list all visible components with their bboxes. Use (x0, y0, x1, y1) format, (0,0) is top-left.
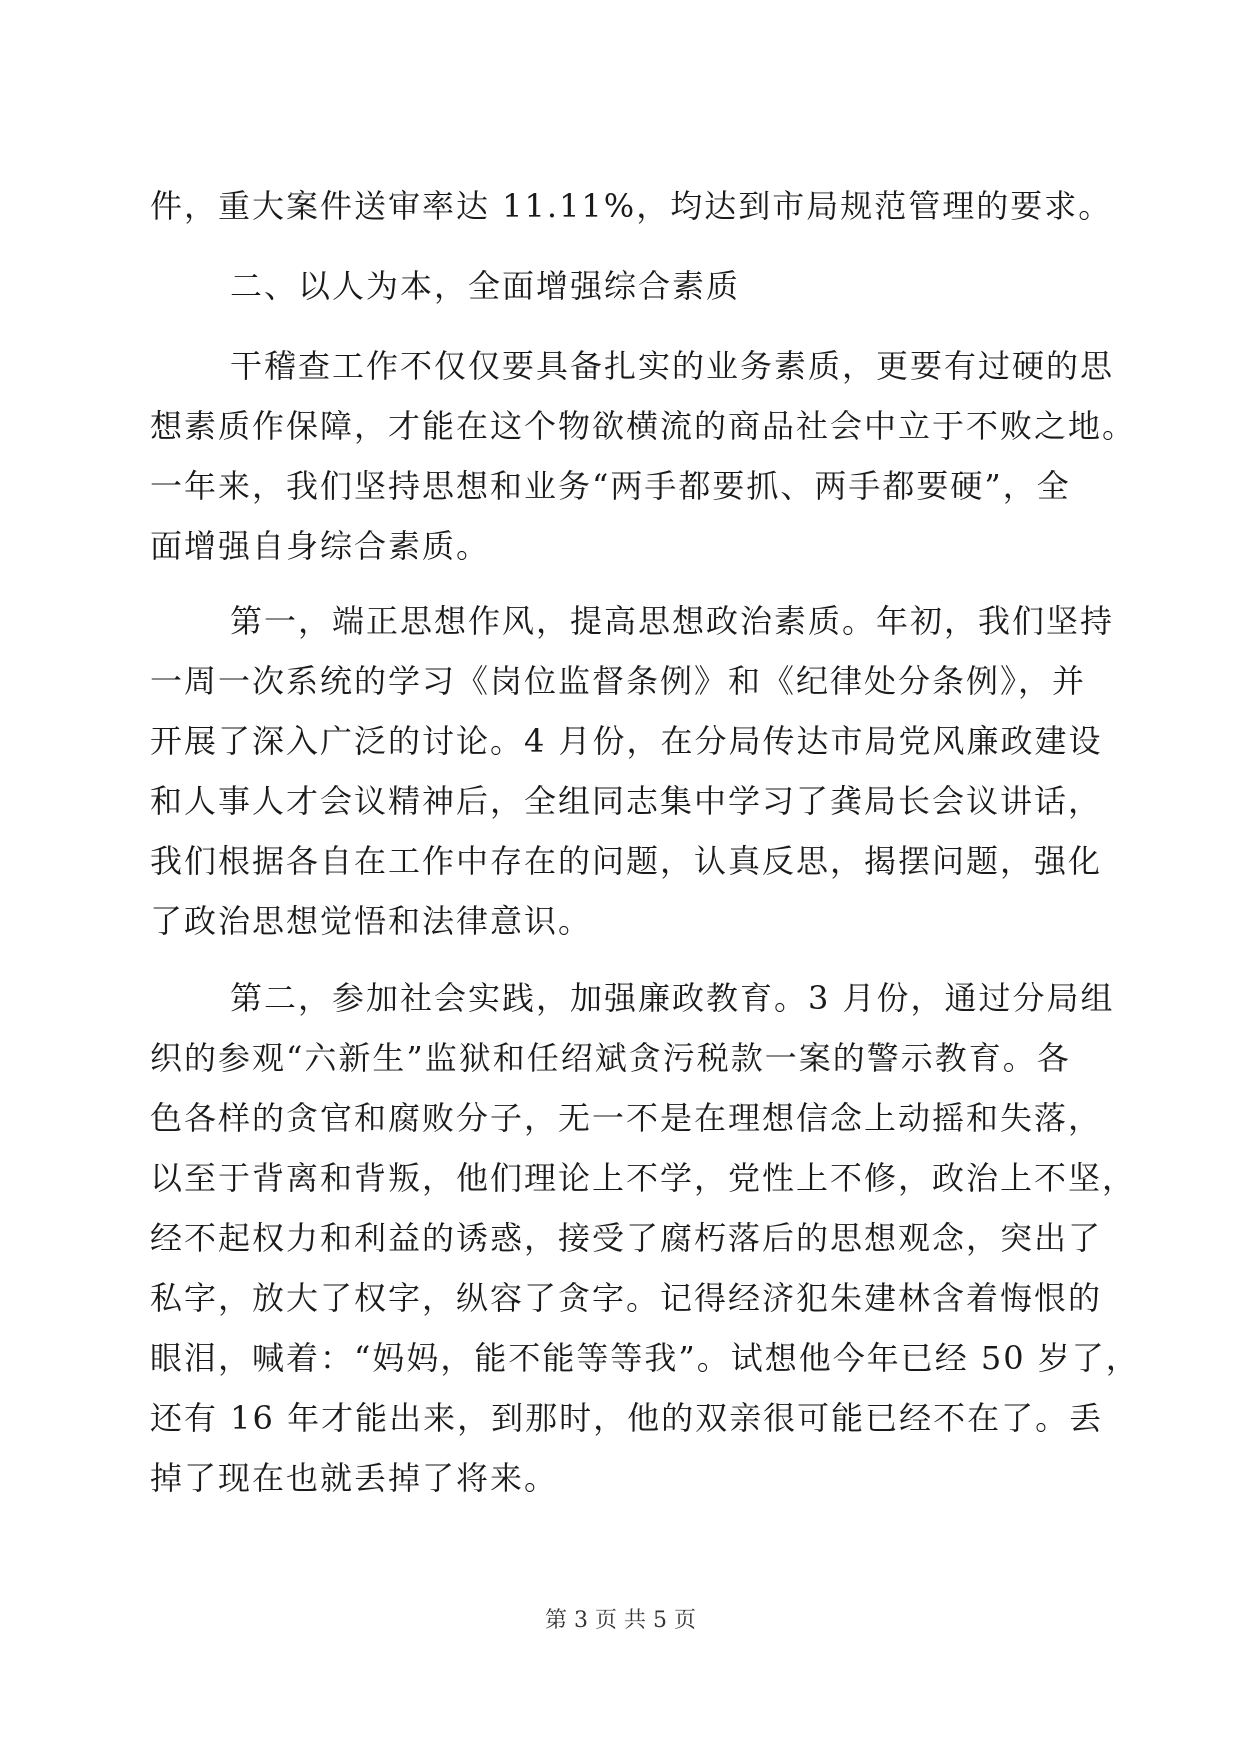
body-line-21: 掉了现在也就丢掉了将来。 (150, 1459, 559, 1497)
body-line-5: 一年来，我们坚持思想和业务“两手都要抓、两手都要硬”，全 (150, 467, 1071, 505)
body-line-8: 一周一次系统的学习《岗位监督条例》和《纪律处分条例》，并 (150, 662, 1087, 700)
body-line-19: 眼泪，喊着：“妈妈，能不能等等我”。试想他今年已经 50 岁了， (150, 1339, 1140, 1377)
body-line-7: 第一，端正思想作风，提高思想政治素质。年初，我们坚持 (230, 602, 1115, 640)
body-line-18: 私字，放大了权字，纵容了贪字。记得经济犯朱建林含着悔恨的 (150, 1279, 1103, 1317)
body-line-17: 经不起权力和利益的诱惑，接受了腐朽落后的思想观念，突出了 (150, 1219, 1103, 1257)
section-heading: 二、以人为本，全面增强综合素质 (230, 267, 741, 305)
body-line-14: 织的参观“六新生”监狱和任绍斌贪污税款一案的警示教育。各 (150, 1039, 1071, 1077)
body-line-1: 件，重大案件送审率达 11.11%，均达到市局规范管理的要求。 (150, 187, 1113, 225)
body-line-3: 干稽查工作不仅仅要具备扎实的业务素质，更要有过硬的思 (230, 347, 1115, 385)
body-line-15: 色各样的贪官和腐败分子，无一不是在理想信念上动摇和失落， (150, 1099, 1103, 1137)
body-line-11: 我们根据各自在工作中存在的问题，认真反思，揭摆问题，强化 (150, 842, 1103, 880)
body-line-16: 以至于背离和背叛，他们理论上不学，党性上不修，政治上不坚， (150, 1159, 1137, 1197)
body-line-20: 还有 16 年才能出来，到那时，他的双亲很可能已经不在了。丢 (150, 1399, 1104, 1437)
body-line-13: 第二，参加社会实践，加强廉政教育。3 月份，通过分局组 (230, 979, 1115, 1017)
body-line-6: 面增强自身综合素质。 (150, 527, 491, 565)
body-line-4: 想素质作保障，才能在这个物欲横流的商品社会中立于不败之地。 (150, 407, 1137, 445)
page-number-footer: 第 3 页 共 5 页 (545, 1608, 696, 1633)
body-line-10: 和人事人才会议精神后，全组同志集中学习了龚局长会议讲话， (150, 782, 1103, 820)
body-line-9: 开展了深入广泛的讨论。4 月份，在分局传达市局党风廉政建设 (150, 722, 1103, 760)
body-line-12: 了政治思想觉悟和法律意识。 (150, 902, 593, 940)
